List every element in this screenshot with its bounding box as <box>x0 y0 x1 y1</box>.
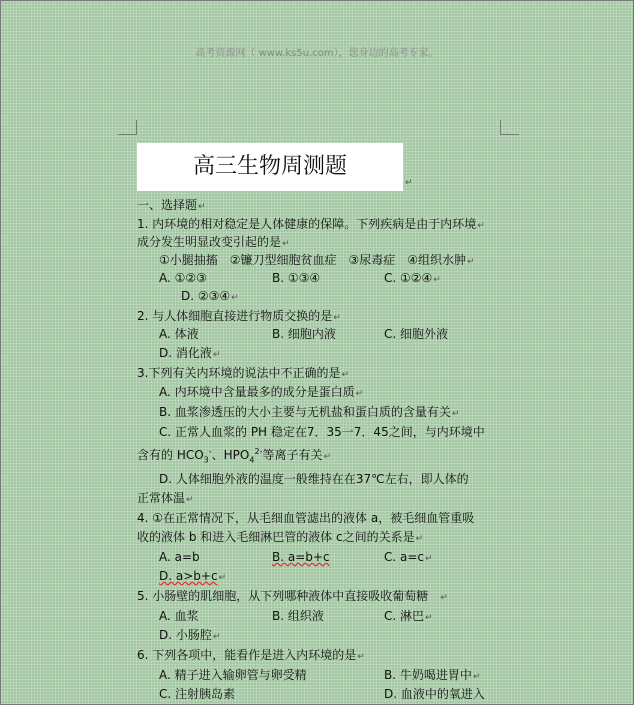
question-3-option-c-cont: 含有的 $HCO_3^-$、$HPO_4^{2-}$等离子有关↵ <box>137 447 332 465</box>
question-4-option-d: D. a>b+c↵ <box>159 569 227 583</box>
question-2-option-b: B. 细胞内液 <box>272 327 336 341</box>
question-1-stem: 1. 内环境的相对稳定是人体健康的保障。下列疾病是由于内环境↵ <box>137 217 485 231</box>
question-2-option-c: C. 细胞外液 <box>384 327 449 341</box>
section-heading: 一、选择题↵ <box>137 198 206 212</box>
question-6-stem: 6. 下列各项中，能看作是进入内环境的是↵ <box>137 648 365 662</box>
question-6-option-d: D. 血液中的氧进入 <box>384 687 485 701</box>
question-5-option-b: B. 组织液 <box>272 609 324 623</box>
question-5-option-d: D. 小肠腔↵ <box>159 628 221 642</box>
question-4-stem: 4. ①在正常情况下，从毛细血管滤出的液体 a，被毛细血管重吸 <box>137 511 475 525</box>
question-1-items: ①小腿抽搐 ②镰刀型细胞贫血症 ③尿毒症 ④组织水肿↵ <box>159 253 475 267</box>
question-5-option-a: A. 血浆 <box>159 609 199 623</box>
question-6-option-b: B. 牛奶喝进胃中↵ <box>384 668 481 682</box>
question-1-stem-cont: 成分发生明显改变引起的是↵ <box>137 235 290 249</box>
paragraph-mark: ↵ <box>405 178 413 188</box>
question-3-option-d: D. 人体细胞外液的温度一般维持在在37℃左右，即人体的 <box>159 472 469 486</box>
question-3-option-c: C. 正常人血浆的 PH 稳定在7．35一7．45之间，与内环境中 <box>159 425 485 439</box>
page-header: 高考资源网（ www.ks5u.com），您身边的高考专家。 <box>195 48 439 59</box>
question-1-option-c: C. ①②④↵ <box>384 271 441 285</box>
question-4-stem-cont: 收的液体 b 和进入毛细淋巴管的液体 c之间的关系是↵ <box>137 530 424 544</box>
question-1-option-a: A. ①②③ <box>159 271 207 285</box>
question-2-option-d: D. 消化液↵ <box>159 346 221 360</box>
question-6-option-a: A. 精子进入输卵管与卵受精 <box>159 668 307 682</box>
question-3-stem: 3.下列有关内环境的说法中不正确的是↵ <box>137 366 349 380</box>
question-6-option-c: C. 注射胰岛素 <box>159 687 236 701</box>
question-3-option-b: B. 血浆渗透压的大小主要与无机盐和蛋白质的含量有关↵ <box>159 405 460 419</box>
question-2-stem: 2. 与人体细胞直接进行物质交换的是↵ <box>137 309 341 323</box>
question-1-option-b: B. ①③④ <box>272 271 321 285</box>
question-1-option-d: D. ②③④↵ <box>181 289 239 303</box>
question-2-option-a: A. 体液 <box>159 327 199 341</box>
question-4-option-b: B. a=b+c <box>272 550 330 564</box>
question-3-option-d-cont: 正常体温↵ <box>137 491 194 505</box>
question-5-option-c: C. 淋巴↵ <box>384 609 433 623</box>
question-5-stem: 5. 小肠壁的肌细胞，从下列哪种液体中直接吸收葡萄糖 ↵ <box>137 589 448 603</box>
margin-corner-top-left <box>118 120 137 135</box>
margin-corner-top-right <box>500 120 519 135</box>
question-3-option-a: A. 内环境中含量最多的成分是蛋白质↵ <box>159 385 364 399</box>
question-4-option-c: C. a=c↵ <box>384 550 433 564</box>
question-4-option-a: A. a=b <box>159 550 200 564</box>
document-title[interactable]: 高三生物周测题 <box>137 143 403 191</box>
